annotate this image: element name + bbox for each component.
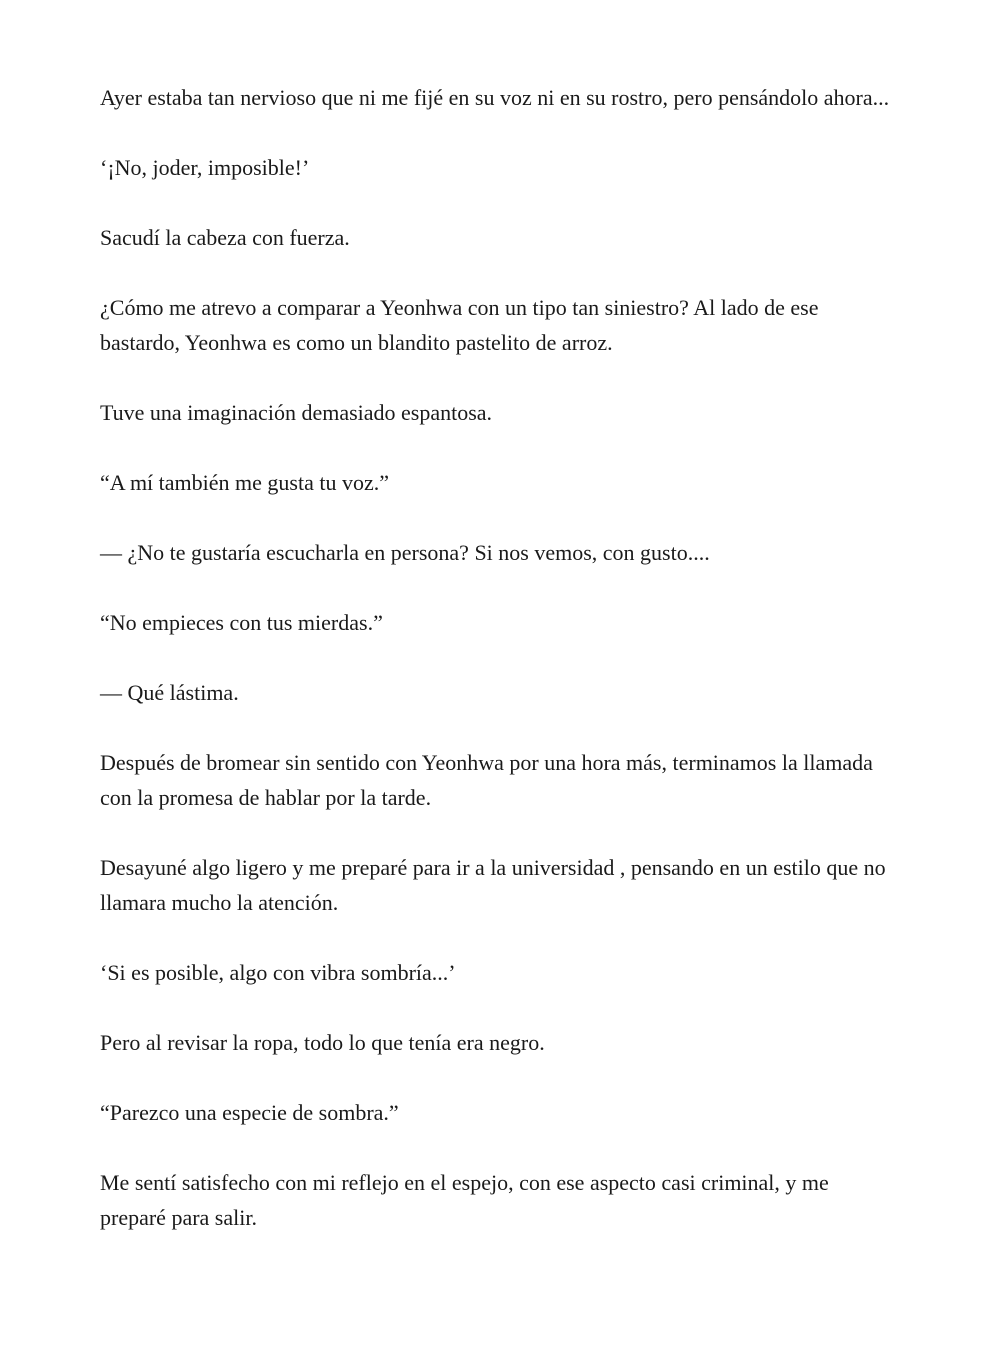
- paragraph: “A mí también me gusta tu voz.”: [100, 470, 389, 495]
- paragraph: — Qué lástima.: [100, 680, 239, 705]
- paragraph: ‘¡No, joder, imposible!’: [100, 155, 310, 180]
- paragraph: — ¿No te gustaría escucharla en persona? Si nos vemos, con gusto....: [100, 540, 710, 565]
- paragraph: ¿Cómo me atrevo a comparar a Yeonhwa con un tipo tan siniestro? Al lado de ese bastardo, Yeonhwa es como un blandito pastelito de arroz.: [100, 295, 819, 355]
- paragraph: “No empieces con tus mierdas.”: [100, 610, 383, 635]
- paragraph: ‘Si es posible, algo con vibra sombría...’: [100, 960, 456, 985]
- paragraph: Desayuné algo ligero y me preparé para ir a la universidad , pensando en un estilo que no llamara mucho la atención.: [100, 855, 886, 915]
- paragraph: Después de bromear sin sentido con Yeonhwa por una hora más, terminamos la llamada con la promesa de hablar por la tarde.: [100, 750, 873, 810]
- paragraph: “Parezco una especie de sombra.”: [100, 1100, 399, 1125]
- paragraph: Sacudí la cabeza con fuerza.: [100, 225, 350, 250]
- document-body: [100, 80, 900, 1270]
- paragraph: Tuve una imaginación demasiado espantosa.: [100, 400, 493, 425]
- paragraph: Ayer estaba tan nervioso que ni me fijé en su voz ni en su rostro, pero pensándolo ahora...: [100, 85, 890, 110]
- paragraph: Pero al revisar la ropa, todo lo que tenía era negro.: [100, 1030, 545, 1055]
- paragraph: Me sentí satisfecho con mi reflejo en el espejo, con ese aspecto casi criminal, y me preparé para salir.: [100, 1170, 829, 1230]
